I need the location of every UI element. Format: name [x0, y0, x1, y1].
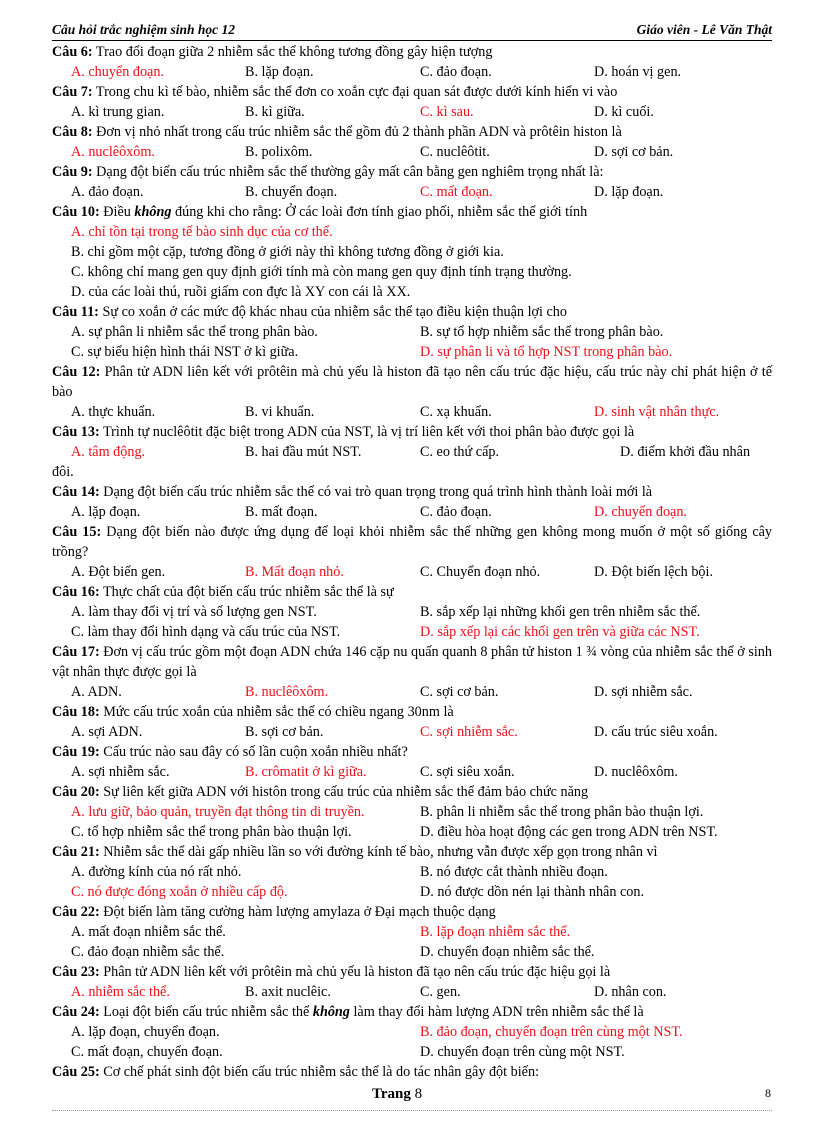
answer-option: B. nó được cắt thành nhiều đoạn. [420, 864, 608, 880]
question-number: Câu 14: [52, 484, 100, 500]
question-number: Câu 8: [52, 124, 93, 140]
answer-option: D. sắp xếp lại các khối gen trên và giữa các NST. [420, 624, 700, 640]
question-stem [52, 782, 772, 802]
answer-option: D. nhân con. [594, 984, 667, 1000]
question-stem [52, 522, 772, 562]
answer-option: D. chuyển đoạn. [594, 504, 687, 520]
question-text: Mức cấu trúc xoắn của nhiễm sắc thể có chiều ngang 30nm là [103, 704, 454, 720]
question-number: Câu 13: [52, 424, 100, 440]
answer-option: A. sợi ADN. [71, 724, 143, 740]
question-stem [52, 42, 772, 62]
question-text: Phân tử ADN liên kết với prôtêin mà chủ yếu là histon đã tạo nên cấu trúc đặc hiệu gọi là [103, 964, 611, 980]
question-text: Trình tự nuclêôtit đặc biệt trong ADN của NST, là vị trí liên kết với thoi phân bào được gọi là [103, 424, 635, 440]
answer-option: A. tâm động. [71, 444, 146, 460]
question-list [52, 42, 772, 1082]
answer-option: B. sợi cơ bản. [245, 724, 324, 740]
answer-option-continued: đôi. [52, 464, 74, 480]
answer-option: A. làm thay đổi vị trí và số lượng gen NST. [71, 604, 317, 620]
question-number: Câu 6: [52, 44, 93, 60]
question-stem [52, 202, 772, 222]
answer-option: D. nuclêôxôm. [594, 764, 678, 780]
question-number: Câu 23: [52, 964, 100, 980]
question-emphasis: không [312, 1004, 350, 1020]
question-text: Nhiễm sắc thể dài gấp nhiều lần so với đường kính tế bào, nhưng vẫn được xếp gọn trong nhân vì [103, 844, 658, 860]
answer-option: C. nuclêôtit. [420, 144, 490, 160]
question-number: Câu 15: [52, 524, 102, 540]
options-row [52, 142, 772, 162]
answer-option: D. chuyển đoạn trên cùng một NST. [420, 1044, 625, 1060]
answer-option: A. sự phân li nhiễm sắc thể trong phân bào. [71, 324, 318, 340]
answer-option: C. xạ khuẩn. [420, 404, 492, 420]
question-text-continued: làm thay đổi hàm lượng ADN trên nhiễm sắc thể là [349, 1004, 644, 1020]
answer-option: A. nuclêôxôm. [71, 144, 155, 160]
answer-option: C. Chuyển đoạn nhỏ. [420, 564, 541, 580]
answer-option: D. sinh vật nhân thực. [594, 404, 720, 420]
options-row [52, 1022, 772, 1042]
question-text: Cơ chế phát sinh đột biến cấu trúc nhiễm sắc thể là do tác nhân gây đột biến: [103, 1064, 540, 1080]
question-text: Thực chất của đột biến cấu trúc nhiễm sắc thể là sự [103, 584, 394, 600]
question-stem [52, 122, 772, 142]
answer-option: A. chỉ tồn tại trong tế bào sinh dục của cơ thể. [71, 224, 333, 240]
answer-option: A. lưu giữ, bảo quản, truyền đạt thông tin di truyền. [71, 804, 365, 820]
question-stem [52, 962, 772, 982]
question-number: Câu 16: [52, 584, 100, 600]
answer-option: A. chuyển đoạn. [71, 64, 164, 80]
answer-option: A. lặp đoạn. [71, 504, 141, 520]
question-number: Câu 12: [52, 364, 101, 380]
answer-option: B. nuclêôxôm. [245, 684, 329, 700]
answer-option: C. mất đoạn, chuyển đoạn. [71, 1044, 223, 1060]
answer-option: C. tổ hợp nhiễm sắc thể trong phân bào thuận lợi. [71, 824, 352, 840]
question-stem [52, 582, 772, 602]
question-number: Câu 24: [52, 1004, 100, 1020]
question-number: Câu 19: [52, 744, 100, 760]
options-row [52, 102, 772, 122]
answer-option: C. kì sau. [420, 104, 474, 120]
options-row [52, 562, 772, 582]
question-text: Dạng đột biến cấu trúc nhiễm sắc thể thường gây mất cân bằng gen nghiêm trọng nhất là: [96, 164, 604, 180]
question-emphasis: không [134, 204, 172, 220]
options-row [52, 762, 772, 782]
header-title: Câu hỏi trắc nghiệm sinh học 12 [52, 22, 236, 37]
answer-option: B. Mất đoạn nhỏ. [245, 564, 344, 580]
question-number: Câu 20: [52, 784, 100, 800]
question-stem [52, 482, 772, 502]
options-row [52, 342, 772, 362]
question-stem [52, 422, 772, 442]
answer-option: A. kì trung gian. [71, 104, 165, 120]
answer-option: C. sợi siêu xoắn. [420, 764, 515, 780]
answer-option: B. chuyển đoạn. [245, 184, 338, 200]
question-text: Đơn vị cấu trúc gồm một đoạn ADN chứa 146 cặp nu quấn quanh 8 phân tử histon 1 ¾ vòng của nhiễm sắc thể ở sinh vật nhân thực được gọi là [52, 644, 772, 680]
question-text: Trong chu kì tế bào, nhiễm sắc thể đơn co xoắn cực đại quan sát được dưới kính hiển vi vào [95, 84, 618, 100]
question-text: Sự liên kết giữa ADN với histôn trong cấu trúc của nhiễm sắc thể đảm bảo chức năng [103, 784, 589, 800]
answer-option: A. đảo đoạn. [71, 184, 144, 200]
question-stem [52, 842, 772, 862]
question-stem [52, 702, 772, 722]
answer-option: B. chỉ gồm một cặp, tương đồng ở giới này thì không tương đồng ở giới kia. [71, 244, 504, 260]
answer-option: C. sự biểu hiện hình thái NST ở kì giữa. [71, 344, 299, 360]
answer-option: A. ADN. [71, 684, 122, 700]
options-row [52, 862, 772, 882]
answer-option: C. nó được đóng xoắn ở nhiều cấp độ. [71, 884, 288, 900]
question-text: Sự co xoắn ở các mức độ khác nhau của nhiễm sắc thể tạo điều kiện thuận lợi cho [102, 304, 567, 320]
question-number: Câu 18: [52, 704, 100, 720]
answer-option: D. hoán vị gen. [594, 64, 682, 80]
answer-option: D. lặp đoạn. [594, 184, 664, 200]
question-number: Câu 21: [52, 844, 100, 860]
answer-option: D. chuyển đoạn nhiễm sắc thể. [420, 944, 595, 960]
answer-option: D. kì cuối. [594, 104, 654, 120]
answer-option: D. nó được dồn nén lại thành nhân con. [420, 884, 645, 900]
question-text: Cấu trúc nào sau đây có số lần cuộn xoắn nhiều nhất? [103, 744, 408, 760]
question-text: Điều [103, 204, 135, 220]
answer-option: C. sợi nhiễm sắc. [420, 724, 518, 740]
answer-option: C. làm thay đổi hình dạng và cấu trúc của NST. [71, 624, 341, 640]
options-row [52, 982, 772, 1002]
answer-option: D. Đột biến lệch bội. [594, 564, 713, 580]
answer-option: A. sợi nhiễm sắc. [71, 764, 170, 780]
question-text-continued: đúng khi cho rằng: Ở các loài đơn tính giao phối, nhiễm sắc thể giới tính [171, 204, 588, 220]
footer-page: 8 [414, 1086, 423, 1102]
answer-option: D. sợi nhiễm sắc. [594, 684, 693, 700]
question-stem [52, 82, 772, 102]
answer-option: B. lặp đoạn. [245, 64, 314, 80]
answer-option: A. thực khuẩn. [71, 404, 156, 420]
options-row [52, 622, 772, 642]
question-number: Câu 7: [52, 84, 93, 100]
bottom-rule [52, 1110, 772, 1111]
answer-option: A. nhiễm sắc thể. [71, 984, 170, 1000]
question-stem [52, 1062, 772, 1082]
question-number: Câu 17: [52, 644, 100, 660]
question-stem [52, 642, 772, 682]
question-number: Câu 10: [52, 204, 100, 220]
options-row [52, 602, 772, 622]
answer-option: C. đảo đoạn. [420, 64, 492, 80]
answer-option: B. polixôm. [245, 144, 313, 160]
answer-option: B. đảo đoạn, chuyển đoạn trên cùng một NST. [420, 1024, 683, 1040]
options-row [52, 182, 772, 202]
question-text: Đơn vị nhỏ nhất trong cấu trúc nhiễm sắc thể gồm đủ 2 thành phần ADN và prôtêin histon là [96, 124, 622, 140]
answer-option: B. lặp đoạn nhiễm sắc thể. [420, 924, 571, 940]
question-number: Câu 9: [52, 164, 93, 180]
page-header [52, 22, 772, 41]
options-row [52, 502, 772, 522]
answer-option: D. của các loài thú, ruồi giấm con đực là XY con cái là XX. [71, 284, 411, 300]
question-number: Câu 25: [52, 1064, 100, 1080]
question-text: Đột biến làm tăng cường hàm lượng amylaza ở Đại mạch thuộc dạng [103, 904, 496, 920]
answer-option: C. không chỉ mang gen quy định giới tính mà còn mang gen quy định tính trạng thường. [71, 264, 572, 280]
options-spacer [52, 462, 772, 482]
answer-option: D. sự phân li và tổ hợp NST trong phân bào. [420, 344, 673, 360]
answer-option: B. hai đầu mút NST. [245, 444, 362, 460]
page-number: 8 [765, 1086, 771, 1100]
question-stem [52, 1002, 772, 1022]
answer-option: B. sự tổ hợp nhiễm sắc thể trong phân bào. [420, 324, 664, 340]
answer-option: C. sợi cơ bản. [420, 684, 499, 700]
answer-option: B. mất đoạn. [245, 504, 318, 520]
answer-option: A. mất đoạn nhiễm sắc thể. [71, 924, 226, 940]
question-text: Trao đổi đoạn giữa 2 nhiễm sắc thể không tương đồng gây hiện tượng [95, 44, 493, 60]
question-stem [52, 902, 772, 922]
question-stem [52, 742, 772, 762]
options-row [52, 682, 772, 702]
question-number: Câu 11: [52, 304, 99, 320]
answer-option: B. axit nuclêic. [245, 984, 331, 1000]
answer-option: B. kì giữa. [245, 104, 305, 120]
answer-option: A. lặp đoạn, chuyển đoạn. [71, 1024, 220, 1040]
question-stem [52, 302, 772, 322]
answer-option: D. điều hòa hoạt động các gen trong ADN trên NST. [420, 824, 718, 840]
question-text: Dạng đột biến cấu trúc nhiễm sắc thể có vai trò quan trọng trong quá trình hình thành loài mới là [103, 484, 653, 500]
answer-option: A. Đột biến gen. [71, 564, 166, 580]
options-row [52, 722, 772, 742]
options-row [52, 882, 772, 902]
answer-option: C. đảo đoạn. [420, 504, 492, 520]
answer-option: D. điểm khởi đầu nhân [620, 444, 751, 460]
question-text: Loại đột biến cấu trúc nhiễm sắc thể [103, 1004, 313, 1020]
answer-option: B. crômatit ở kì giữa. [245, 764, 367, 780]
options-row [52, 62, 772, 82]
options-row [52, 322, 772, 342]
question-stem [52, 162, 772, 182]
question-text: Phân tử ADN liên kết với prôtêin mà chủ yếu là histon đã tạo nên cấu trúc đặc hiệu, cấu trúc này chỉ phát hiện ở tế bào [52, 364, 772, 400]
footer-label: Trang [372, 1086, 411, 1102]
answer-option: B. phân li nhiễm sắc thể trong phân bào thuận lợi. [420, 804, 704, 820]
header-teacher: Giáo viên - Lê Văn Thật [636, 22, 772, 37]
answer-option: C. đảo đoạn nhiễm sắc thể. [71, 944, 225, 960]
options-row [52, 942, 772, 962]
answer-option: C. eo thứ cấp. [420, 444, 500, 460]
answer-option: A. đường kính của nó rất nhỏ. [71, 864, 242, 880]
answer-option: B. sắp xếp lại những khối gen trên nhiễm sắc thể. [420, 604, 701, 620]
options-row [52, 922, 772, 942]
options-row [52, 402, 772, 422]
page-footer [372, 1086, 422, 1103]
answer-option: D. sợi cơ bản. [594, 144, 674, 160]
answer-option: C. gen. [420, 984, 461, 1000]
answer-option: C. mất đoạn. [420, 184, 493, 200]
question-stem [52, 362, 772, 402]
answer-option: B. vi khuẩn. [245, 404, 315, 420]
options-row [52, 822, 772, 842]
answer-option: D. cấu trúc siêu xoắn. [594, 724, 718, 740]
question-text: Dạng đột biến nào được ứng dụng để loại khỏi nhiễm sắc thể những gen không mong muốn ở một số giống cây trồng? [52, 524, 773, 560]
options-row [52, 1042, 772, 1062]
options-row [52, 442, 772, 462]
question-number: Câu 22: [52, 904, 100, 920]
options-row [52, 802, 772, 822]
